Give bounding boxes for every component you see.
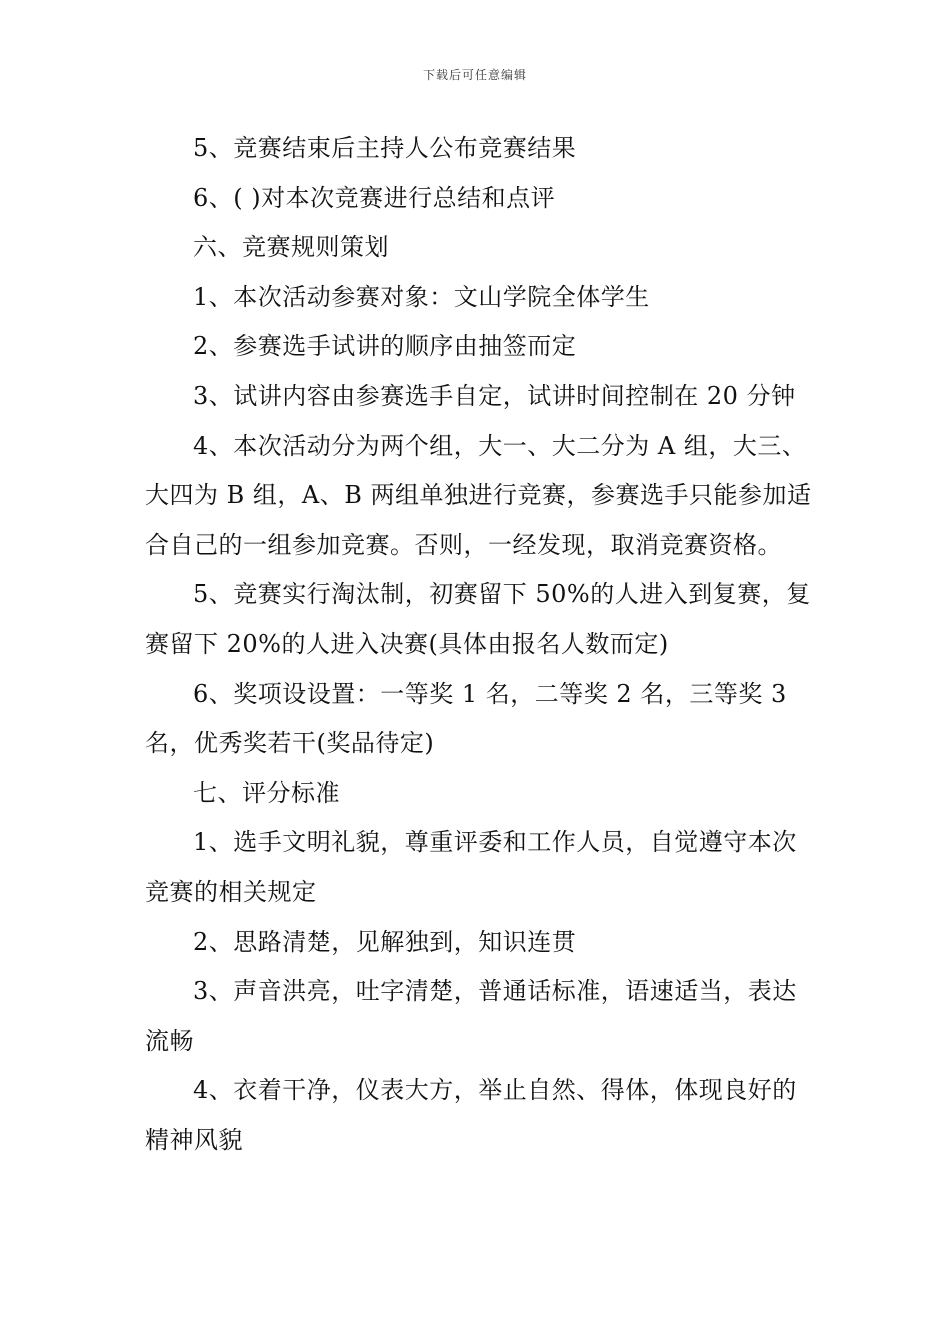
- paragraph-score-appearance: 4、衣着干净，仪表大方，举止自然、得体，体现良好的精神风貌: [145, 1076, 797, 1154]
- document-body: [145, 124, 815, 1165]
- paragraph-score-voice: 3、声音洪亮，吐字清楚，普通话标准，语速适当，表达流畅: [145, 977, 797, 1055]
- paragraph-rule-groups: 4、本次活动分为两个组，大一、大二分为 A 组，大三、大四为 B 组，A、B 两组单独进行竞赛，参赛选手只能参加适合自己的一组参加竞赛。否则，一经发现，取消竞赛资格。: [145, 431, 812, 559]
- paragraph-rule-content-time: 3、试讲内容由参赛选手自定，试讲时间控制在 20 分钟: [193, 381, 796, 410]
- page-header-note: 下载后可任意编辑: [422, 68, 527, 82]
- paragraph-score-thinking: 2、思路清楚，见解独到，知识连贯: [193, 927, 577, 956]
- paragraph-summary-review: 6、( )对本次竞赛进行总结和点评: [193, 183, 556, 212]
- paragraph-rule-order: 2、参赛选手试讲的顺序由抽签而定: [193, 332, 577, 361]
- paragraph-rule-participants: 1、本次活动参赛对象：文山学院全体学生: [193, 282, 650, 311]
- paragraph-competition-result: 5、竞赛结束后主持人公布竞赛结果: [193, 134, 577, 162]
- paragraph-rule-elimination: 5、竞赛实行淘汰制，初赛留下 50%的人进入到复赛，复赛留下 20%的人进入决赛(具体由报名人数而定): [145, 580, 811, 658]
- paragraph-rule-awards: 6、奖项设设置：一等奖 1 名，二等奖 2 名，三等奖 3 名，优秀奖若干(奖品待定): [145, 679, 787, 758]
- section-heading-rules: 六、竞赛规则策划: [193, 233, 389, 262]
- paragraph-score-courtesy: 1、选手文明礼貌，尊重评委和工作人员，自觉遵守本次竞赛的相关规定: [145, 828, 797, 906]
- section-heading-scoring: 七、评分标准: [193, 778, 340, 807]
